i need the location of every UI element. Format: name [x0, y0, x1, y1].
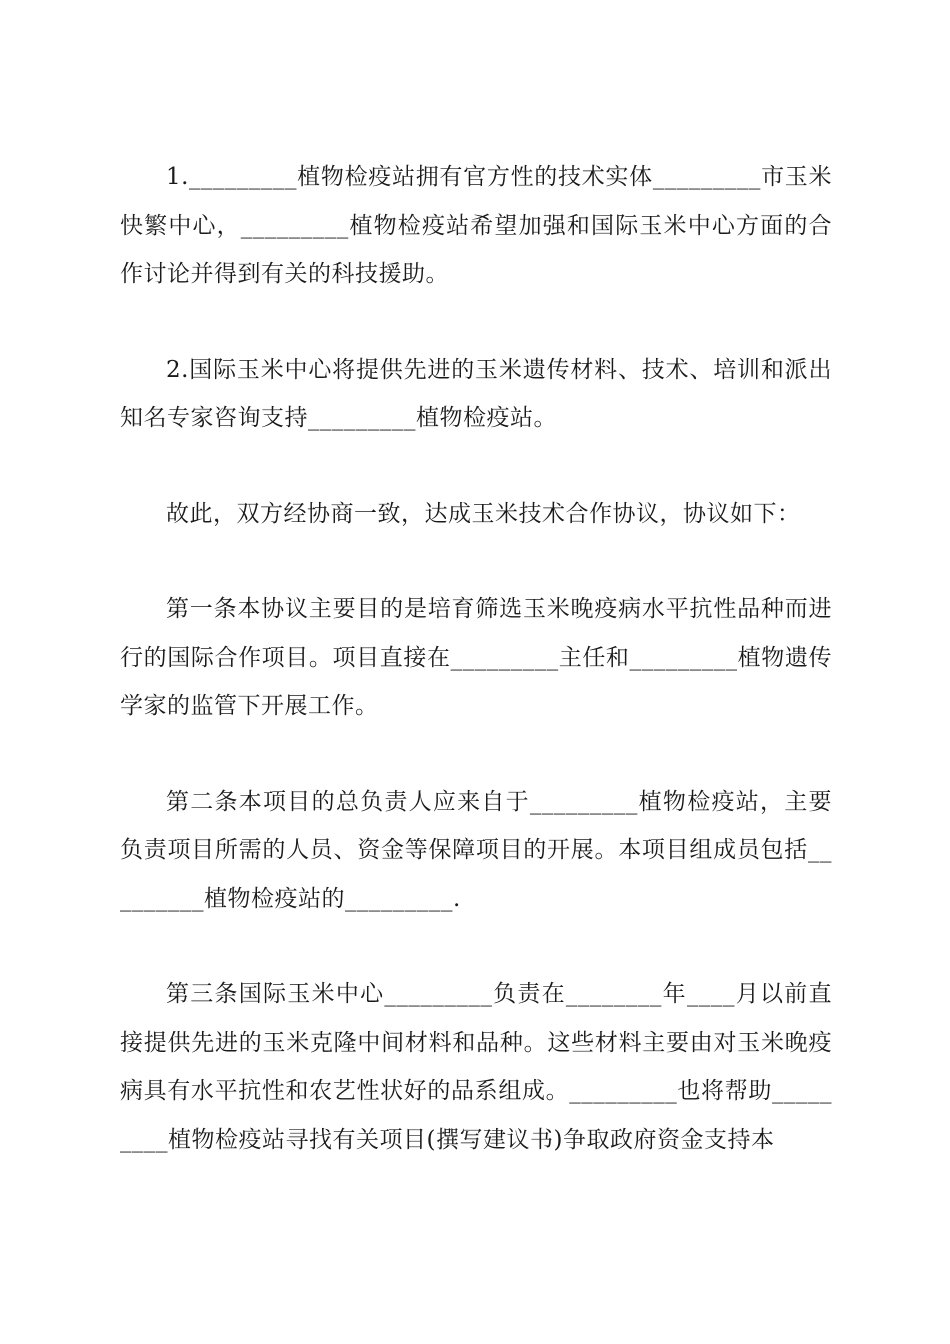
- paragraph-background-2: 2.国际玉米中心将提供先进的玉米遗传材料、技术、培训和派出知名专家咨询支持_________植物检疫站。: [120, 356, 832, 431]
- document-body: [120, 153, 832, 1164]
- article-3: 第三条国际玉米中心_________负责在________年____月以前直接提供先进的玉米克隆中间材料和品种。这些材料主要由对玉米晚疫病具有水平抗性和农艺性状好的品系组成。_________也将帮助_________植物检疫站寻找有关项目(撰写建议书)争取政府资金支持本: [120, 981, 832, 1153]
- paragraph-background-1: 1._________植物检疫站拥有官方性的技术实体_________市玉米快繁中心，_________植物检疫站希望加强和国际玉米中心方面的合作讨论并得到有关的科技援助。: [120, 164, 832, 287]
- paragraph-agreement-intro: 故此，双方经协商一致，达成玉米技术合作协议，协议如下：: [166, 500, 801, 527]
- article-1: 第一条本协议主要目的是培育筛选玉米晚疫病水平抗性品种而进行的国际合作项目。项目直接在_________主任和_________植物遗传学家的监管下开展工作。: [120, 596, 832, 719]
- article-2: 第二条本项目的总负责人应来自于_________植物检疫站，主要负责项目所需的人员、资金等保障项目的开展。本项目组成员包括_________植物检疫站的_________.: [120, 788, 832, 912]
